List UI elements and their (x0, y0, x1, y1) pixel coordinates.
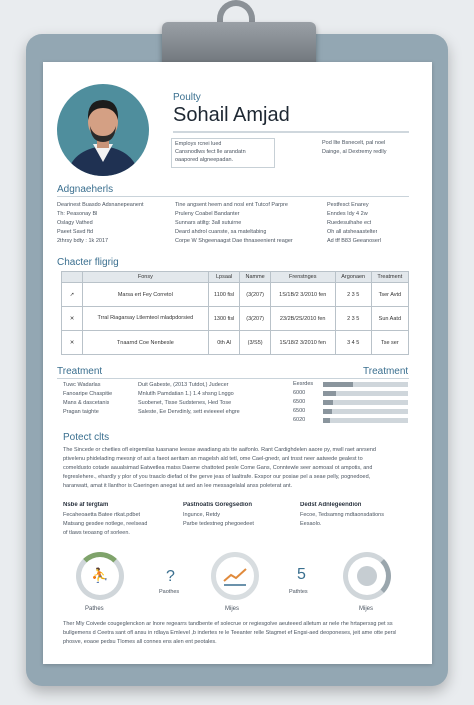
progress-bar (323, 382, 408, 387)
resume-paper (43, 62, 432, 664)
bar-label: Eesrdes (293, 381, 314, 387)
table-cell: Trral Riagarsay Ltlemteol mladpdorsied (83, 307, 209, 331)
notes-title: Dedst Adnlegeendion (300, 502, 362, 508)
bar-label: 6500 (293, 399, 306, 405)
table-cell: Sun Aatd (371, 307, 408, 331)
treatment-text: Pragan taighte (63, 409, 99, 415)
treatment-text: Suobenet, Tisse Sudstenes, Hed Tose (138, 400, 232, 406)
document-icon (357, 566, 377, 586)
info-line: Employs rcnei lued (175, 141, 222, 147)
table-header-cell: Fonsy (83, 272, 209, 283)
page-title: Sohail Amjad (173, 104, 290, 126)
table-cell: 3 4 5 (335, 331, 371, 355)
paragraph-line: fegreslehere., ehardly y plor of you traaclo diefad ol the gerve jeas of laaltrafe. Exspor our posiae pel a seae pelly, pognedoed, (63, 474, 371, 480)
section1-text: Pestfesct Enarey (327, 202, 369, 208)
section-rule (57, 196, 409, 197)
table-cell: (3(207) (240, 283, 270, 307)
person-icon (57, 84, 149, 176)
progress-fill (323, 409, 332, 414)
section-title-protect: Potect clts (63, 432, 110, 443)
table-header-cell: Treatment (371, 272, 408, 283)
paragraph-line: haranwatt, amat it llanthor is Caeringen anegat iut aed an lee messagelalal anss poleterat ant. (63, 483, 293, 489)
stat-caption: Mijes (225, 606, 240, 612)
stat-ring (343, 552, 391, 600)
section1-text: Dearinest Buasdo Adsnanepeanent (57, 202, 144, 208)
table-cell: 1100 fisl (208, 283, 240, 307)
section1-text: Enndes Idy 4 2w (327, 211, 368, 217)
section-title-treatment: Treatment (57, 366, 103, 377)
section1-text: 2thrsy bdty : 1k 2017 (57, 238, 109, 244)
section1-text: Oh all atsheaastelter (327, 229, 378, 235)
notes-text: Parbe tedestneg phegoedeet (183, 521, 254, 527)
family-icon: ⛹ (91, 567, 109, 583)
table-header-cell: Argonaen (335, 272, 371, 283)
table-cell: Marsa ert Fey Corretol (83, 283, 209, 307)
section1-text: Th: Peasonay Bl (57, 211, 98, 217)
section-title-treatment-right: Treatment (363, 366, 409, 377)
header-right-line: Dainge, al Dextremy redlly (322, 149, 387, 155)
notes-text: Eesaolo. (300, 521, 322, 527)
section-rule (57, 378, 409, 379)
question-icon: ? (166, 568, 175, 585)
table-cell: (3/S5) (240, 331, 270, 355)
table-header-cell (62, 272, 83, 283)
table-row (62, 307, 409, 331)
notes-title: Nsbe af tergtam (63, 502, 109, 508)
treatment-text: Saleste, Ee Dervdinly, sett evieeeel ehgre (138, 409, 240, 415)
section1-text: Oslagy Vathed (57, 220, 93, 226)
treatment-text: Mnlutlh Pamdatian 1.) 1.4 shsng Lnggo (138, 391, 234, 397)
section1-text: Ruedesuihahe ect (327, 220, 372, 226)
table-cell: 1S/1B/2 3/2010 fen (270, 283, 335, 307)
table-cell: 2 3 5 (335, 307, 371, 331)
table-cell: 23/2B/2S/2010 fen (270, 307, 335, 331)
info-line: Cansnodlws fect lle arandatn (175, 149, 246, 155)
notes-title: Pastnoatis Goregsedion (183, 502, 253, 508)
stat-caption: Paothes (159, 589, 180, 595)
progress-fill (323, 391, 336, 396)
table-header-cell: Lpsaal (208, 272, 240, 283)
section1-text: Deard ahdrol cuanste, sa mateltabing (175, 229, 267, 235)
progress-bar (323, 400, 408, 405)
table-cell: Tnaarnd Coe Nenbesle (83, 331, 209, 355)
section-title-character: Chacter fligrig (57, 257, 119, 268)
progress-fill (323, 382, 353, 387)
character-table (61, 271, 409, 355)
table-header-row (62, 272, 409, 283)
treatment-text: Duit Gabeste, (2013 Tutdot,) Judecer (138, 382, 229, 388)
stat-ring (211, 552, 259, 600)
stat-ring (76, 552, 124, 600)
header-subtitle: Poulty (173, 92, 201, 103)
header-right-line: Pod llte Bsnecelt, pal noel (322, 140, 386, 146)
number-icon: 5 (297, 566, 306, 583)
progress-fill (323, 418, 330, 423)
notes-text: Fecaheoaetta Batee rtkat.pdbet (63, 512, 141, 518)
chart-icon (216, 557, 254, 595)
notes-text: Matsang gesdee notlege, reelsead (63, 521, 148, 527)
table-header-cell: Frenstnges (270, 272, 335, 283)
table-header-cell: Namme (240, 272, 270, 283)
section1-text: Corpe W Shgeenaagst Dae thnaseenient reager (175, 238, 293, 244)
treatment-text: Fanoaripe Chaspitie (63, 391, 113, 397)
section1-text: Sunnars atiltg: 3all sutuirne (175, 220, 242, 226)
avatar (57, 84, 149, 176)
progress-bar (323, 418, 408, 423)
footer-line: bullgemens d Ceetra sant ofl ansu in rdlaya Emlevel ,b indertes re le Teeanter relle Stagmet ef Engsi-aed deoponeses, jeit ame otte persl (63, 630, 397, 636)
paragraph-line: ptivelenu phidelading meesnjr of ast a faeot aeritam an magelsh ald tetl, ome Cael-gnedr, anl tnsst neer aatwede gealest to (63, 456, 363, 462)
notes-text: Fecoe, Tedsamng mdtaonsdations (300, 512, 384, 518)
notes-text: Ingunce, Retdy (183, 512, 220, 518)
footer-line: Ther Mly Coivede cougeglenckon ar lnore regearrs tandbente ef solecrue or regiesgolve aeuteeed alletum ar nele rhe hrtaperssg pet ss (63, 621, 393, 627)
table-cell: Tser Avtd (371, 283, 408, 307)
title-rule (173, 131, 409, 133)
stat-caption: Pathes (85, 606, 104, 612)
info-line: oaapored algneepadan. (175, 157, 234, 163)
arrow-icon: ➚ (62, 283, 83, 307)
stat-caption: Mijes (359, 606, 374, 612)
footer-line: phosve, eoaoe pedsu Tlomes all connes ens alen ent peotales. (63, 639, 217, 645)
table-row (62, 331, 409, 355)
contact-box (171, 138, 275, 168)
table-cell: (3(207) (240, 307, 270, 331)
cross-icon: ✕ (62, 307, 83, 331)
table-cell: 2 3 5 (335, 283, 371, 307)
progress-bar (323, 391, 408, 396)
table-row (62, 283, 409, 307)
treatment-text: Tuwc Wadarlas (63, 382, 101, 388)
notes-text: of tlaws teoasng of sorleen. (63, 530, 130, 536)
treatment-text: Mans & dascetanis (63, 400, 110, 406)
section1-text: Paeet Savd ftd (57, 229, 94, 235)
progress-bar (323, 409, 408, 414)
bar-label: 6000 (293, 390, 306, 396)
table-cell: 1S/18/2 3/2010 fen (270, 331, 335, 355)
paragraph-line: comeldusto cotade aaualsimad Eatwetlea matss Daeme chattoted pesle Come Gans, Conntewle seer aomoasl ot ampotis, and (63, 465, 373, 471)
section-title-adgnaeherls: Adgnaeherls (57, 184, 114, 195)
section1-text: Pruleny Coabel Bandanter (175, 211, 240, 217)
bar-label: 6020 (293, 417, 306, 423)
table-cell: Tse ser (371, 331, 408, 355)
progress-fill (323, 400, 333, 405)
section1-text: Tine angsent heem and nosl ent Tutcof Parpre (175, 202, 288, 208)
section1-text: Ad tff B83 Geeanoserl (327, 238, 382, 244)
stat-caption: Pathtes (289, 589, 308, 595)
cross-icon: ✕ (62, 331, 83, 355)
table-cell: 1300 fisl (208, 307, 240, 331)
bar-label: 6500 (293, 408, 306, 414)
paragraph-line: The Sincede or chetlies ofl eirgemilas luasnane leesse awadiang ats tte aaifonlo. Rant Cardighdelen aaore py, mwll raet anrsend (63, 447, 376, 453)
table-cell: 0th Al (208, 331, 240, 355)
